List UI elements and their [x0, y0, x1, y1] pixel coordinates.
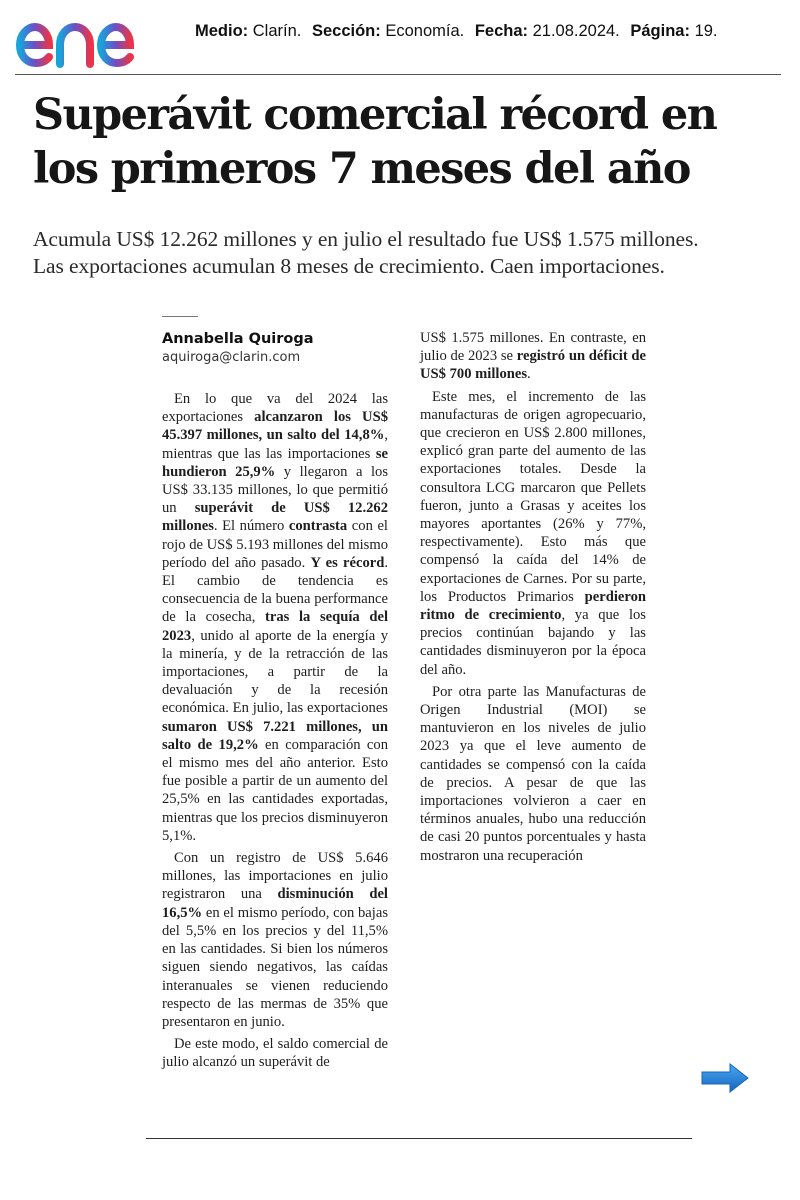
text-run: Este mes, el incremento de las manufacturas de origen agropecuario, que crecieron en US$ 2.800 millones, explicó gran parte del aumento de las exportaciones totales. Desde la consultora LCG marcaron que Pellets fueron, junto a Grasas y aceites los mayores aportantes (26% y 77%, respectivamente). Esto más que compensó la caída del 14% de exportaciones de Carnes. Por su parte, los Productos Primarios [420, 388, 646, 605]
text-run: , mientras que las las importaciones [162, 427, 388, 462]
text-run: en comparación con el mismo mes del año anterior. Esto fue posible a partir de un aumento del 25,5% en las cantidades exportadas, mientras que los precios disminuyeron 5,1%. [162, 736, 389, 844]
seccion-value: Economía. [385, 22, 465, 40]
bold-run: disminución del 16,5% [162, 886, 388, 921]
article-subhead [33, 226, 778, 280]
bold-run: superávit de US$ 12.262 millones [162, 500, 388, 535]
pagina-value: 19. [694, 22, 718, 40]
text-run: , ya que los precios continúan bajando y las cantidades disminuyeron por la época del año. [420, 607, 646, 678]
paragraph-3: De este modo, el saldo comercial de julio alcanzó un superávit de [162, 1036, 388, 1071]
paragraph-5 [420, 388, 646, 679]
footer-divider [146, 1138, 692, 1139]
text-run: En lo que va del 2024 las exportaciones [162, 391, 388, 426]
text-run: . [527, 366, 531, 383]
bold-run: se hundieron 25,9% [162, 445, 388, 480]
byline-rule [162, 316, 198, 317]
article-headline [33, 88, 773, 196]
text-run: Con un registro de US$ 5.646 millones, las importaciones en julio registraron una [162, 850, 388, 903]
pagina-label: Página: [630, 22, 690, 40]
headline-line-2: los primeros 7 meses del año [33, 144, 690, 194]
article-column-right [420, 329, 646, 869]
bold-run: contrasta [288, 518, 348, 535]
medio-label: Medio: [195, 22, 249, 40]
headline-line-1: Superávit comercial récord en [33, 90, 717, 140]
bold-run: registró un déficit de US$ 700 millones [420, 348, 646, 383]
text-run: . El número [213, 518, 289, 535]
text-run: , unido al aporte de la energía y la minería, y de la retracción de las importaciones, a partir de la devaluación y de la recesión económica. En julio, las exportaciones [162, 627, 388, 717]
paragraph-1 [162, 390, 388, 845]
bold-run: tras la sequía del 2023 [162, 609, 388, 644]
arrow-right-icon[interactable] [700, 1062, 750, 1094]
article-column-left [162, 316, 388, 1076]
author-name: Annabella Quiroga [162, 331, 314, 347]
text-run: . El cambio de tendencia es consecuencia de la buena performance de la cosecha, [162, 554, 389, 626]
bold-run: alcanzaron los US$ 45.397 millones, un salto del 14,8% [162, 409, 388, 444]
subhead-line-2: Las exportaciones acumulan 8 meses de crecimiento. Caen importaciones. [33, 254, 665, 278]
subhead-line-1: Acumula US$ 12.262 millones y en julio el resultado fue US$ 1.575 millones. [33, 227, 699, 251]
text-run: en el mismo período, con bajas del 5,5% en los precios y del 11,5% en las cantidades. Si bien los números siguen siendo negativos, las caídas interanuales se vienen reduciendo respecto de las mermas de 35% que presentaron en junio. [162, 904, 388, 1030]
author-email: aquiroga@clarin.com [162, 350, 301, 365]
header-divider [15, 74, 781, 75]
press-clipping-metadata [195, 22, 785, 41]
paragraph-4 [420, 329, 646, 384]
fecha-value: 21.08.2024. [532, 22, 620, 40]
seccion-label: Sección: [311, 22, 381, 40]
text-run: y llegaron a los US$ 33.135 millones, lo que permitió un [162, 463, 388, 517]
enel-logo [14, 8, 180, 70]
bold-run: perdieron ritmo de crecimiento [420, 588, 646, 624]
bold-run: sumaron US$ 7.221 millones, un salto de 19,2% [162, 718, 388, 753]
paragraph-2 [162, 849, 388, 1031]
bold-run: Y es récord [310, 554, 385, 571]
text-run: US$ 1.575 millones. En contraste, en julio de 2023 se [420, 330, 646, 365]
medio-value: Clarín. [252, 22, 302, 40]
fecha-label: Fecha: [474, 22, 528, 40]
paragraph-6: Por otra parte las Manufacturas de Origen Industrial (MOI) se mantuvieron en los niveles de julio 2023 ya que el leve aumento de cantidades se compensó con la caída de precios. A pesar de que las importaciones volvieron a caer en términos anuales, hubo una reducción de casi 20 puntos porcentuales y hasta mostraron una recuperación [420, 683, 646, 864]
text-run: con el rojo de US$ 5.193 millones del mismo período del año pasado. [162, 518, 388, 571]
